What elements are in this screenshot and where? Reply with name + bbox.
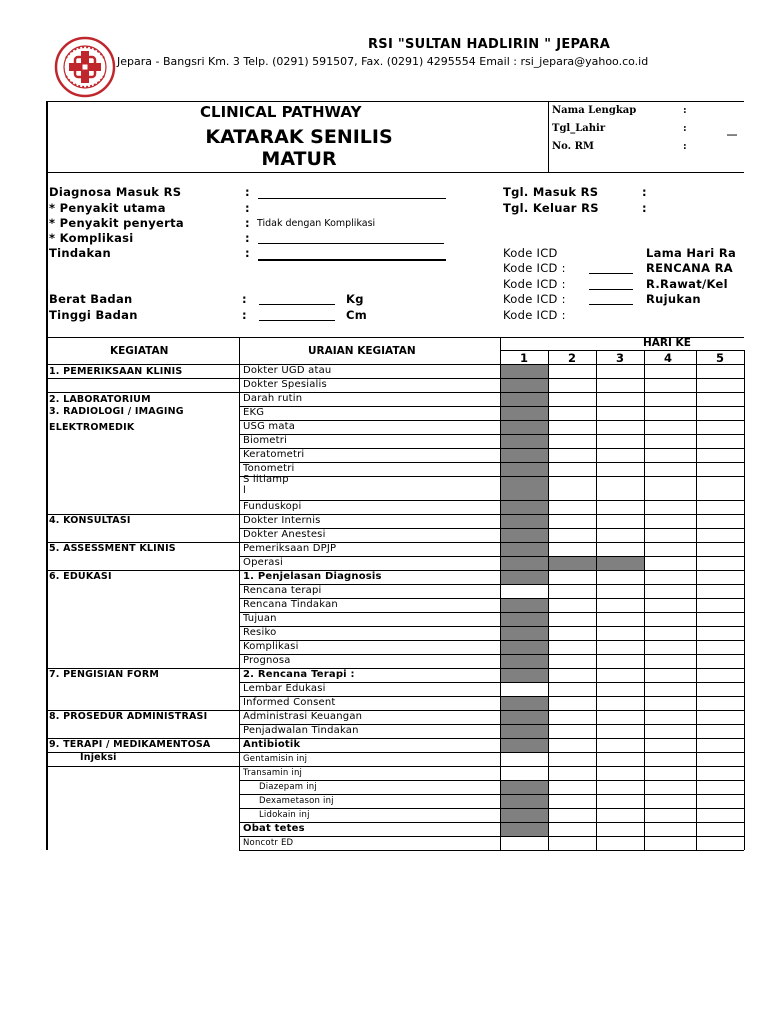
shaded-cell	[500, 448, 548, 462]
berat-badan-unit: Kg	[346, 292, 364, 306]
row-description: Dokter UGD atau	[243, 365, 332, 376]
category-label: 6. EDUKASI	[49, 571, 112, 582]
berat-badan-label: Berat Badan	[49, 292, 133, 306]
kode-icd-3: Kode ICD :	[503, 292, 566, 306]
row-line	[239, 794, 744, 795]
patient-box-divider	[548, 101, 549, 173]
category-label: ELEKTROMEDIK	[49, 422, 135, 433]
col-header-kegiatan: KEGIATAN	[110, 345, 169, 357]
shaded-cell	[500, 626, 548, 640]
rencana-label: RENCANA RA	[646, 261, 733, 275]
shaded-cell	[500, 476, 548, 500]
kode-icd-1-field[interactable]	[589, 273, 633, 274]
row-description: Darah rutin	[243, 393, 303, 404]
row-description: EKG	[243, 407, 265, 418]
row-line	[239, 392, 744, 393]
kode-icd-header: Kode ICD	[503, 246, 558, 260]
patient-rm-colon: :	[683, 141, 687, 152]
patient-dob-label: Tgl_Lahir	[552, 123, 606, 134]
shaded-cell	[500, 500, 548, 514]
patient-name-colon: :	[683, 105, 687, 116]
shaded-cell	[500, 724, 548, 738]
row-line	[239, 780, 744, 781]
kode-icd-1: Kode ICD :	[503, 261, 566, 275]
table-right-border	[744, 350, 745, 850]
title-line-2: MATUR	[261, 148, 337, 170]
tinggi-badan-label: Tinggi Badan	[49, 308, 138, 322]
row-description: Antibiotik	[243, 739, 301, 750]
row-description: Dexametason inj	[259, 796, 334, 806]
row-line	[239, 434, 744, 435]
shaded-cell	[500, 710, 548, 724]
berat-badan-colon: :	[242, 292, 247, 306]
row-line	[239, 738, 744, 739]
patient-dob-colon: :	[683, 123, 687, 134]
row-description: Rencana terapi	[243, 585, 322, 596]
row-line	[239, 752, 744, 753]
penyakit-penyerta-label: * Penyakit penyerta	[49, 216, 184, 230]
category-label: 1. PEMERIKSAAN KLINIS	[49, 366, 183, 377]
row-line	[239, 640, 744, 641]
row-description: Gentamisin inj	[243, 754, 308, 764]
row-line	[239, 612, 744, 613]
row-line	[239, 462, 744, 463]
shaded-cell	[500, 696, 548, 710]
row-description: Penjadwalan Tindakan	[243, 725, 359, 736]
day-divider	[596, 350, 597, 850]
row-line	[239, 766, 744, 767]
category-label: 7. PENGISIAN FORM	[49, 669, 159, 680]
row-description: S litlamp	[243, 474, 289, 485]
row-description: 2. Rencana Terapi :	[243, 669, 355, 680]
kode-icd-4: Kode ICD :	[503, 308, 566, 322]
shaded-cell	[500, 556, 548, 570]
shaded-cell	[500, 640, 548, 654]
table-top-border	[46, 337, 744, 338]
row-description: USG mata	[243, 421, 296, 432]
shaded-cell	[500, 808, 548, 822]
row-line	[239, 654, 744, 655]
tinggi-badan-colon: :	[242, 308, 247, 322]
row-description: Transamin inj	[243, 768, 303, 778]
kode-icd-3-field[interactable]	[589, 304, 633, 305]
row-description: Pemeriksaan DPJP	[243, 543, 337, 554]
category-divider	[46, 378, 240, 379]
hospital-address: Jepara - Bangsri Km. 3 Telp. (0291) 591507, Fax. (0291) 4295554 Email : rsi_jepara@yahoo.co.id	[117, 55, 649, 68]
row-line	[239, 822, 744, 823]
patient-rm-label: No. RM	[552, 141, 594, 152]
komplikasi-label: * Komplikasi	[49, 231, 134, 245]
tinggi-badan-field[interactable]	[259, 320, 335, 321]
row-description: Tonometri	[243, 463, 295, 474]
lama-hari-label: Lama Hari Ra	[646, 246, 737, 260]
day-number-1: 1	[519, 351, 528, 365]
shaded-cell	[500, 570, 548, 584]
tinggi-badan-unit: Cm	[346, 308, 368, 322]
row-line	[239, 556, 744, 557]
category-divider	[46, 766, 240, 767]
row-description: Tujuan	[243, 613, 277, 624]
day-number-5: 5	[715, 351, 724, 365]
row-description: Administrasi Keuangan	[243, 711, 363, 722]
shaded-cell	[500, 514, 548, 528]
row-description: Biometri	[243, 435, 288, 446]
shaded-cell	[548, 556, 596, 570]
shaded-cell	[500, 406, 548, 420]
shaded-cell	[500, 434, 548, 448]
row-line	[239, 808, 744, 809]
row-description: Keratometri	[243, 449, 305, 460]
kode-icd-2-field[interactable]	[589, 289, 633, 290]
komplikasi-field[interactable]	[258, 243, 444, 244]
col-divider-days	[500, 337, 501, 850]
kode-icd-2: Kode ICD :	[503, 277, 566, 291]
rujukan-label: Rujukan	[646, 292, 701, 306]
shaded-cell	[500, 378, 548, 392]
tgl-keluar-label: Tgl. Keluar RS	[503, 201, 599, 215]
header-bottom-border	[46, 172, 744, 173]
row-line	[239, 850, 744, 851]
category-label: 8. PROSEDUR ADMINISTRASI	[49, 711, 208, 722]
pathway-title: CLINICAL PATHWAY	[200, 103, 362, 121]
row-description: 1. Penjelasan Diagnosis	[243, 571, 382, 582]
category-divider	[46, 392, 240, 393]
category-label: 4. KONSULTASI	[49, 515, 131, 526]
shaded-cell	[500, 794, 548, 808]
hospital-name: RSI "SULTAN HADLIRIN " JEPARA	[368, 37, 611, 52]
category-label: 5. ASSESSMENT KLINIS	[49, 543, 176, 554]
tgl-masuk-colon: :	[642, 185, 647, 199]
shaded-cell	[500, 654, 548, 668]
patient-name-label: Nama Lengkap	[552, 105, 637, 116]
row-description: Informed Consent	[243, 697, 336, 708]
shaded-cell	[500, 542, 548, 556]
shaded-cell	[500, 780, 548, 794]
day-divider	[696, 350, 697, 850]
penyakit-penyerta-value: Tidak dengan Komplikasi	[257, 218, 376, 229]
shaded-cell	[500, 598, 548, 612]
row-description: Lidokain inj	[259, 810, 310, 820]
shaded-cell	[500, 420, 548, 434]
diagnosa-label: Diagnosa Masuk RS	[49, 185, 182, 199]
komplikasi-colon: :	[245, 231, 250, 245]
row-description: Dokter Internis	[243, 515, 321, 526]
row-description: Dokter Anestesi	[243, 529, 326, 540]
row-line	[239, 406, 744, 407]
rawat-kel-label: R.Rawat/Kel	[646, 277, 728, 291]
row-description: Komplikasi	[243, 641, 299, 652]
shaded-cell	[500, 364, 548, 378]
shaded-cell	[500, 822, 548, 836]
col-header-hari-ke: HARI KE	[643, 337, 691, 349]
shaded-cell	[500, 612, 548, 626]
category-label: 9. TERAPI / MEDIKAMENTOSA	[49, 739, 211, 750]
tindakan-colon: :	[245, 246, 250, 260]
tgl-keluar-colon: :	[642, 201, 647, 215]
diagnosa-colon: :	[245, 185, 250, 199]
row-description: Obat tetes	[243, 823, 305, 834]
category-divider	[46, 752, 240, 753]
shaded-cell	[596, 556, 644, 570]
row-line	[239, 420, 744, 421]
berat-badan-field[interactable]	[259, 304, 335, 305]
tindakan-field[interactable]	[258, 259, 446, 261]
row-description: Noncotr ED	[243, 838, 294, 848]
shaded-cell	[500, 392, 548, 406]
col-divider-uraian	[239, 337, 240, 850]
day-number-3: 3	[615, 351, 624, 365]
row-description: Funduskopi	[243, 501, 302, 512]
header-top-border	[46, 101, 744, 102]
row-description: Operasi	[243, 557, 283, 568]
document-title	[150, 126, 448, 170]
day-divider	[644, 350, 645, 850]
patient-dob-value: __	[727, 125, 737, 136]
row-line	[239, 626, 744, 627]
category-label: Injeksi	[80, 752, 117, 763]
category-label: 3. RADIOLOGI / IMAGING	[49, 406, 184, 417]
shaded-cell	[500, 462, 548, 476]
shaded-cell	[500, 528, 548, 542]
row-description: Dokter Spesialis	[243, 379, 327, 390]
day-number-2: 2	[567, 351, 576, 365]
hospital-seal-icon	[54, 36, 116, 98]
day-divider	[548, 350, 549, 850]
penyakit-utama-label: * Penyakit utama	[49, 201, 166, 215]
shaded-cell	[500, 668, 548, 682]
row-line	[239, 836, 744, 837]
row-line	[239, 448, 744, 449]
day-number-4: 4	[663, 351, 672, 365]
row-description: Prognosa	[243, 655, 291, 666]
tindakan-label: Tindakan	[49, 246, 111, 260]
title-line-1: KATARAK SENILIS	[205, 126, 393, 148]
row-description: Resiko	[243, 627, 277, 638]
row-description: Diazepam inj	[259, 782, 317, 792]
row-description: l	[243, 485, 246, 496]
tgl-masuk-label: Tgl. Masuk RS	[503, 185, 599, 199]
row-line	[239, 476, 744, 477]
row-line	[239, 500, 744, 501]
col-header-uraian: URAIAN KEGIATAN	[308, 345, 416, 357]
category-label: 2. LABORATORIUM	[49, 394, 151, 405]
row-description: Rencana Tindakan	[243, 599, 338, 610]
penyakit-penyerta-colon: :	[245, 216, 250, 230]
diagnosa-field[interactable]	[258, 198, 446, 199]
shaded-cell	[500, 738, 548, 752]
row-description: Lembar Edukasi	[243, 683, 326, 694]
penyakit-utama-colon: :	[245, 201, 250, 215]
